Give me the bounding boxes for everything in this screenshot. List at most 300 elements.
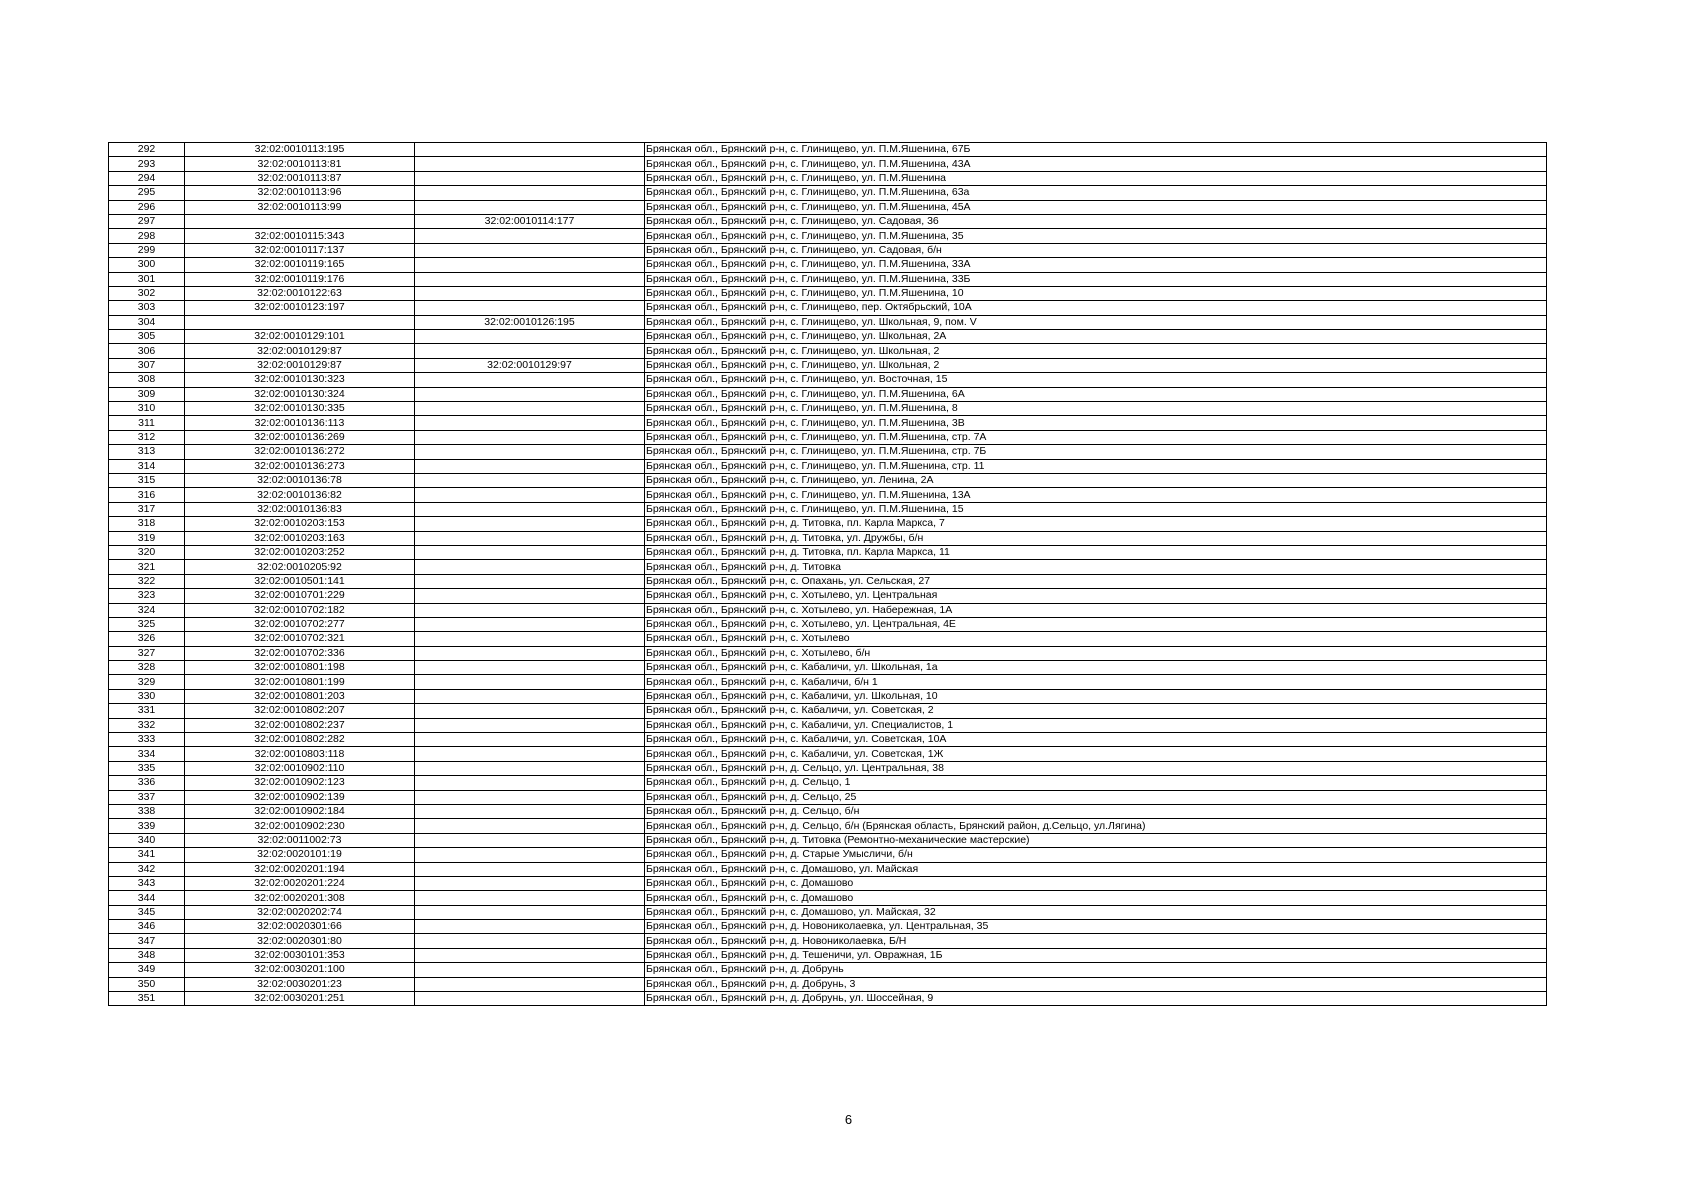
address-cell: Брянская обл., Брянский р-н, д. Сельцо, ул. Центральная, 38 (645, 761, 1547, 775)
cadastral-number-cell: 32:02:0010113:99 (185, 200, 415, 214)
secondary-cadastral-number-cell (415, 747, 645, 761)
address-cell: Брянская обл., Брянский р-н, с. Хотылево, ул. Центральная (645, 589, 1547, 603)
row-number-cell: 296 (109, 200, 185, 214)
table-row (109, 560, 1547, 574)
cadastral-number-cell: 32:02:0010136:83 (185, 502, 415, 516)
secondary-cadastral-number-cell (415, 733, 645, 747)
row-number-cell: 300 (109, 258, 185, 272)
cadastral-number-cell: 32:02:0010205:92 (185, 560, 415, 574)
address-cell: Брянская обл., Брянский р-н, с. Глинищево, ул. Школьная, 9, пом. V (645, 315, 1547, 329)
table-row (109, 358, 1547, 372)
table-row (109, 689, 1547, 703)
row-number-cell: 321 (109, 560, 185, 574)
secondary-cadastral-number-cell (415, 689, 645, 703)
table-row (109, 286, 1547, 300)
cadastral-number-cell: 32:02:0010113:81 (185, 157, 415, 171)
row-number-cell: 329 (109, 675, 185, 689)
address-cell: Брянская обл., Брянский р-н, с. Глинищево, ул. П.М.Яшенина, 13А (645, 488, 1547, 502)
row-number-cell: 339 (109, 819, 185, 833)
table-row (109, 459, 1547, 473)
row-number-cell: 311 (109, 416, 185, 430)
cadastral-number-cell: 32:02:0010702:277 (185, 617, 415, 631)
cadastral-number-cell: 32:02:0010136:272 (185, 445, 415, 459)
address-cell: Брянская обл., Брянский р-н, с. Кабаличи, ул. Советская, 1Ж (645, 747, 1547, 761)
cadastral-number-cell: 32:02:0020301:66 (185, 920, 415, 934)
cadastral-number-cell: 32:02:0010136:273 (185, 459, 415, 473)
cadastral-number-cell: 32:02:0010802:207 (185, 704, 415, 718)
address-cell: Брянская обл., Брянский р-н, д. Новониколаевка, Б/Н (645, 934, 1547, 948)
address-cell: Брянская обл., Брянский р-н, с. Глинищево, ул. П.М.Яшенина, 3В (645, 416, 1547, 430)
table-row (109, 545, 1547, 559)
address-cell: Брянская обл., Брянский р-н, с. Хотылево, б/н (645, 646, 1547, 660)
table-row (109, 589, 1547, 603)
table-row (109, 488, 1547, 502)
secondary-cadastral-number-cell (415, 258, 645, 272)
table-row (109, 171, 1547, 185)
row-number-cell: 334 (109, 747, 185, 761)
address-cell: Брянская обл., Брянский р-н, с. Глинищево, ул. Садовая, 36 (645, 214, 1547, 228)
table-row (109, 718, 1547, 732)
secondary-cadastral-number-cell (415, 920, 645, 934)
address-cell: Брянская обл., Брянский р-н, с. Глинищево, ул. Школьная, 2 (645, 344, 1547, 358)
cadastral-number-cell: 32:02:0010113:87 (185, 171, 415, 185)
cadastral-number-cell: 32:02:0030201:23 (185, 977, 415, 991)
address-cell: Брянская обл., Брянский р-н, д. Сельцо, б/н (Брянская область, Брянский район, д.Сельцо, ул.Лягина) (645, 819, 1547, 833)
address-cell: Брянская обл., Брянский р-н, с. Глинищево, ул. П.М.Яшенина, 67Б (645, 143, 1547, 157)
secondary-cadastral-number-cell (415, 545, 645, 559)
address-cell: Брянская обл., Брянский р-н, с. Домашово, ул. Майская, 32 (645, 905, 1547, 919)
table-row (109, 977, 1547, 991)
cadastral-number-cell: 32:02:0010702:182 (185, 603, 415, 617)
table-row (109, 315, 1547, 329)
secondary-cadastral-number-cell (415, 776, 645, 790)
row-number-cell: 295 (109, 186, 185, 200)
secondary-cadastral-number-cell (415, 473, 645, 487)
table-row (109, 143, 1547, 157)
table-row (109, 502, 1547, 516)
secondary-cadastral-number-cell (415, 589, 645, 603)
table-row (109, 186, 1547, 200)
table-row (109, 517, 1547, 531)
cadastral-number-cell: 32:02:0010801:199 (185, 675, 415, 689)
address-cell: Брянская обл., Брянский р-н, д. Титовка (Ремонтно-механические мастерские) (645, 833, 1547, 847)
cadastral-number-cell: 32:02:0011002:73 (185, 833, 415, 847)
table-row (109, 963, 1547, 977)
address-cell: Брянская обл., Брянский р-н, с. Глинищево, ул. П.М.Яшенина, 35 (645, 229, 1547, 243)
address-cell: Брянская обл., Брянский р-н, с. Кабаличи, б/н 1 (645, 675, 1547, 689)
cadastral-number-cell: 32:02:0010803:118 (185, 747, 415, 761)
cadastral-number-cell: 32:02:0010117:137 (185, 243, 415, 257)
row-number-cell: 294 (109, 171, 185, 185)
cadastral-number-cell: 32:02:0010136:269 (185, 430, 415, 444)
secondary-cadastral-number-cell (415, 977, 645, 991)
address-cell: Брянская обл., Брянский р-н, с. Хотылево, ул. Центральная, 4Е (645, 617, 1547, 631)
cadastral-number-cell: 32:02:0020101:19 (185, 848, 415, 862)
row-number-cell: 320 (109, 545, 185, 559)
row-number-cell: 304 (109, 315, 185, 329)
table-row (109, 373, 1547, 387)
cadastral-number-cell: 32:02:0010129:101 (185, 330, 415, 344)
table-row (109, 992, 1547, 1006)
secondary-cadastral-number-cell (415, 632, 645, 646)
row-number-cell: 342 (109, 862, 185, 876)
row-number-cell: 306 (109, 344, 185, 358)
table-row (109, 531, 1547, 545)
row-number-cell: 346 (109, 920, 185, 934)
cadastral-number-cell: 32:02:0010119:165 (185, 258, 415, 272)
table-row (109, 387, 1547, 401)
table-row (109, 804, 1547, 818)
secondary-cadastral-number-cell (415, 646, 645, 660)
secondary-cadastral-number-cell (415, 157, 645, 171)
address-cell: Брянская обл., Брянский р-н, с. Кабаличи, ул. Школьная, 10 (645, 689, 1547, 703)
address-cell: Брянская обл., Брянский р-н, с. Глинищево, ул. П.М.Яшенина, 43А (645, 157, 1547, 171)
address-cell: Брянская обл., Брянский р-н, д. Добрунь, ул. Шоссейная, 9 (645, 992, 1547, 1006)
cadastral-number-cell: 32:02:0010130:323 (185, 373, 415, 387)
table-row (109, 301, 1547, 315)
address-cell: Брянская обл., Брянский р-н, д. Добрунь, 3 (645, 977, 1547, 991)
row-number-cell: 316 (109, 488, 185, 502)
secondary-cadastral-number-cell (415, 229, 645, 243)
secondary-cadastral-number-cell (415, 876, 645, 890)
address-cell: Брянская обл., Брянский р-н, с. Глинищево, ул. П.М.Яшенина, 8 (645, 402, 1547, 416)
row-number-cell: 331 (109, 704, 185, 718)
row-number-cell: 347 (109, 934, 185, 948)
cadastral-number-cell: 32:02:0010130:335 (185, 402, 415, 416)
secondary-cadastral-number-cell (415, 416, 645, 430)
address-cell: Брянская обл., Брянский р-н, с. Глинищево, пер. Октябрьский, 10А (645, 301, 1547, 315)
row-number-cell: 326 (109, 632, 185, 646)
address-cell: Брянская обл., Брянский р-н, с. Глинищево, ул. Школьная, 2А (645, 330, 1547, 344)
address-cell: Брянская обл., Брянский р-н, с. Глинищево, ул. Восточная, 15 (645, 373, 1547, 387)
cadastral-number-cell: 32:02:0010802:237 (185, 718, 415, 732)
cadastral-number-cell: 32:02:0010136:113 (185, 416, 415, 430)
cadastral-number-cell: 32:02:0010203:153 (185, 517, 415, 531)
cadastral-number-cell: 32:02:0010119:176 (185, 272, 415, 286)
row-number-cell: 312 (109, 430, 185, 444)
cadastral-number-cell: 32:02:0010113:195 (185, 143, 415, 157)
secondary-cadastral-number-cell (415, 445, 645, 459)
secondary-cadastral-number-cell (415, 200, 645, 214)
secondary-cadastral-number-cell (415, 862, 645, 876)
address-cell: Брянская обл., Брянский р-н, д. Тешеничи, ул. Овражная, 1Б (645, 948, 1547, 962)
address-cell: Брянская обл., Брянский р-н, с. Глинищево, ул. П.М.Яшенина, стр. 11 (645, 459, 1547, 473)
address-cell: Брянская обл., Брянский р-н, с. Глинищево, ул. Садовая, б/н (645, 243, 1547, 257)
table-row (109, 661, 1547, 675)
secondary-cadastral-number-cell (415, 560, 645, 574)
address-cell: Брянская обл., Брянский р-н, с. Глинищево, ул. Ленина, 2А (645, 473, 1547, 487)
address-cell: Брянская обл., Брянский р-н, д. Титовка, пл. Карла Маркса, 7 (645, 517, 1547, 531)
table-row (109, 243, 1547, 257)
row-number-cell: 349 (109, 963, 185, 977)
address-cell: Брянская обл., Брянский р-н, с. Глинищево, ул. П.М.Яшенина (645, 171, 1547, 185)
table-row (109, 733, 1547, 747)
secondary-cadastral-number-cell (415, 517, 645, 531)
table-row (109, 200, 1547, 214)
cadastral-number-cell: 32:02:0010701:229 (185, 589, 415, 603)
address-cell: Брянская обл., Брянский р-н, с. Кабаличи, ул. Школьная, 1а (645, 661, 1547, 675)
secondary-cadastral-number-cell (415, 430, 645, 444)
cadastral-number-cell: 32:02:0010130:324 (185, 387, 415, 401)
table-row (109, 157, 1547, 171)
row-number-cell: 301 (109, 272, 185, 286)
cadastral-number-cell: 32:02:0010203:252 (185, 545, 415, 559)
row-number-cell: 332 (109, 718, 185, 732)
table-row (109, 747, 1547, 761)
address-cell: Брянская обл., Брянский р-н, с. Глинищево, ул. Школьная, 2 (645, 358, 1547, 372)
cadastral-number-cell: 32:02:0030201:100 (185, 963, 415, 977)
address-cell: Брянская обл., Брянский р-н, д. Сельцо, б/н (645, 804, 1547, 818)
cadastral-number-cell: 32:02:0010113:96 (185, 186, 415, 200)
table-row (109, 862, 1547, 876)
row-number-cell: 305 (109, 330, 185, 344)
address-cell: Брянская обл., Брянский р-н, с. Кабаличи, ул. Советская, 10А (645, 733, 1547, 747)
secondary-cadastral-number-cell (415, 603, 645, 617)
address-cell: Брянская обл., Брянский р-н, с. Домашово (645, 876, 1547, 890)
address-cell: Брянская обл., Брянский р-н, с. Глинищево, ул. П.М.Яшенина, 33А (645, 258, 1547, 272)
address-cell: Брянская обл., Брянский р-н, с. Глинищево, ул. П.М.Яшенина, 10 (645, 286, 1547, 300)
secondary-cadastral-number-cell (415, 804, 645, 818)
address-cell: Брянская обл., Брянский р-н, с. Опахань, ул. Сельская, 27 (645, 574, 1547, 588)
row-number-cell: 337 (109, 790, 185, 804)
row-number-cell: 292 (109, 143, 185, 157)
row-number-cell: 340 (109, 833, 185, 847)
secondary-cadastral-number-cell (415, 171, 645, 185)
secondary-cadastral-number-cell: 32:02:0010126:195 (415, 315, 645, 329)
cadastral-number-cell: 32:02:0010801:203 (185, 689, 415, 703)
secondary-cadastral-number-cell (415, 186, 645, 200)
address-cell: Брянская обл., Брянский р-н, д. Сельцо, 25 (645, 790, 1547, 804)
secondary-cadastral-number-cell (415, 848, 645, 862)
table-row (109, 272, 1547, 286)
secondary-cadastral-number-cell (415, 143, 645, 157)
row-number-cell: 345 (109, 905, 185, 919)
row-number-cell: 341 (109, 848, 185, 862)
secondary-cadastral-number-cell (415, 718, 645, 732)
row-number-cell: 343 (109, 876, 185, 890)
row-number-cell: 302 (109, 286, 185, 300)
secondary-cadastral-number-cell (415, 675, 645, 689)
secondary-cadastral-number-cell (415, 934, 645, 948)
cadastral-number-cell (185, 214, 415, 228)
row-number-cell: 318 (109, 517, 185, 531)
secondary-cadastral-number-cell (415, 330, 645, 344)
cadastral-number-cell: 32:02:0030101:353 (185, 948, 415, 962)
cadastral-number-cell: 32:02:0010501:141 (185, 574, 415, 588)
cadastral-number-cell (185, 315, 415, 329)
row-number-cell: 327 (109, 646, 185, 660)
address-cell: Брянская обл., Брянский р-н, с. Хотылево (645, 632, 1547, 646)
row-number-cell: 322 (109, 574, 185, 588)
table-row (109, 819, 1547, 833)
table-row (109, 934, 1547, 948)
address-cell: Брянская обл., Брянский р-н, д. Новониколаевка, ул. Центральная, 35 (645, 920, 1547, 934)
row-number-cell: 351 (109, 992, 185, 1006)
secondary-cadastral-number-cell (415, 459, 645, 473)
table-row (109, 776, 1547, 790)
table-row (109, 344, 1547, 358)
secondary-cadastral-number-cell (415, 661, 645, 675)
cadastral-number-cell: 32:02:0010115:343 (185, 229, 415, 243)
table-row (109, 675, 1547, 689)
address-cell: Брянская обл., Брянский р-н, с. Кабаличи, ул. Специалистов, 1 (645, 718, 1547, 732)
address-cell: Брянская обл., Брянский р-н, д. Титовка (645, 560, 1547, 574)
row-number-cell: 299 (109, 243, 185, 257)
row-number-cell: 344 (109, 891, 185, 905)
table-row (109, 891, 1547, 905)
row-number-cell: 307 (109, 358, 185, 372)
cadastral-number-cell: 32:02:0010122:63 (185, 286, 415, 300)
address-cell: Брянская обл., Брянский р-н, д. Старые Умысличи, б/н (645, 848, 1547, 862)
address-cell: Брянская обл., Брянский р-н, с. Хотылево, ул. Набережная, 1А (645, 603, 1547, 617)
cadastral-number-cell: 32:02:0010902:139 (185, 790, 415, 804)
address-cell: Брянская обл., Брянский р-н, с. Глинищево, ул. П.М.Яшенина, стр. 7Б (645, 445, 1547, 459)
property-table-body (109, 143, 1547, 1006)
secondary-cadastral-number-cell (415, 963, 645, 977)
secondary-cadastral-number-cell (415, 344, 645, 358)
cadastral-number-cell: 32:02:0010129:87 (185, 358, 415, 372)
address-cell: Брянская обл., Брянский р-н, с. Глинищево, ул. П.М.Яшенина, стр. 7А (645, 430, 1547, 444)
row-number-cell: 348 (109, 948, 185, 962)
row-number-cell: 323 (109, 589, 185, 603)
cadastral-number-cell: 32:02:0010902:184 (185, 804, 415, 818)
row-number-cell: 313 (109, 445, 185, 459)
address-cell: Брянская обл., Брянский р-н, с. Глинищево, ул. П.М.Яшенина, 33Б (645, 272, 1547, 286)
table-row (109, 430, 1547, 444)
address-cell: Брянская обл., Брянский р-н, д. Титовка, ул. Дружбы, б/н (645, 531, 1547, 545)
cadastral-number-cell: 32:02:0020201:308 (185, 891, 415, 905)
row-number-cell: 328 (109, 661, 185, 675)
secondary-cadastral-number-cell (415, 488, 645, 502)
address-cell: Брянская обл., Брянский р-н, д. Титовка, пл. Карла Маркса, 11 (645, 545, 1547, 559)
address-cell: Брянская обл., Брянский р-н, с. Глинищево, ул. П.М.Яшенина, 63а (645, 186, 1547, 200)
row-number-cell: 350 (109, 977, 185, 991)
secondary-cadastral-number-cell (415, 833, 645, 847)
table-row (109, 445, 1547, 459)
secondary-cadastral-number-cell: 32:02:0010129:97 (415, 358, 645, 372)
table-row (109, 416, 1547, 430)
secondary-cadastral-number-cell (415, 819, 645, 833)
row-number-cell: 325 (109, 617, 185, 631)
cadastral-number-cell: 32:02:0010702:336 (185, 646, 415, 660)
cadastral-number-cell: 32:02:0020201:194 (185, 862, 415, 876)
property-table (108, 142, 1547, 1006)
table-row (109, 617, 1547, 631)
row-number-cell: 308 (109, 373, 185, 387)
table-row (109, 761, 1547, 775)
table-row (109, 603, 1547, 617)
row-number-cell: 303 (109, 301, 185, 315)
address-cell: Брянская обл., Брянский р-н, с. Домашово (645, 891, 1547, 905)
table-row (109, 704, 1547, 718)
cadastral-number-cell: 32:02:0010902:110 (185, 761, 415, 775)
secondary-cadastral-number-cell (415, 502, 645, 516)
page-number: 6 (844, 1112, 853, 1127)
address-cell: Брянская обл., Брянский р-н, с. Домашово, ул. Майская (645, 862, 1547, 876)
table-row (109, 330, 1547, 344)
row-number-cell: 315 (109, 473, 185, 487)
secondary-cadastral-number-cell (415, 286, 645, 300)
table-row (109, 258, 1547, 272)
table-row (109, 790, 1547, 804)
secondary-cadastral-number-cell (415, 704, 645, 718)
row-number-cell: 317 (109, 502, 185, 516)
secondary-cadastral-number-cell (415, 243, 645, 257)
secondary-cadastral-number-cell (415, 402, 645, 416)
table-row (109, 473, 1547, 487)
cadastral-number-cell: 32:02:0010801:198 (185, 661, 415, 675)
secondary-cadastral-number-cell (415, 948, 645, 962)
secondary-cadastral-number-cell (415, 373, 645, 387)
row-number-cell: 293 (109, 157, 185, 171)
row-number-cell: 333 (109, 733, 185, 747)
row-number-cell: 314 (109, 459, 185, 473)
address-cell: Брянская обл., Брянский р-н, с. Глинищево, ул. П.М.Яшенина, 45А (645, 200, 1547, 214)
cadastral-number-cell: 32:02:0020301:80 (185, 934, 415, 948)
table-row (109, 574, 1547, 588)
row-number-cell: 324 (109, 603, 185, 617)
row-number-cell: 298 (109, 229, 185, 243)
cadastral-number-cell: 32:02:0010702:321 (185, 632, 415, 646)
table-row (109, 920, 1547, 934)
cadastral-number-cell: 32:02:0010203:163 (185, 531, 415, 545)
table-row (109, 905, 1547, 919)
cadastral-number-cell: 32:02:0010902:123 (185, 776, 415, 790)
secondary-cadastral-number-cell (415, 790, 645, 804)
row-number-cell: 309 (109, 387, 185, 401)
cadastral-number-cell: 32:02:0010136:78 (185, 473, 415, 487)
table-row (109, 632, 1547, 646)
table-row (109, 848, 1547, 862)
address-cell: Брянская обл., Брянский р-н, с. Глинищево, ул. П.М.Яшенина, 15 (645, 502, 1547, 516)
secondary-cadastral-number-cell (415, 301, 645, 315)
cadastral-number-cell: 32:02:0010902:230 (185, 819, 415, 833)
cadastral-number-cell: 32:02:0030201:251 (185, 992, 415, 1006)
table-row (109, 646, 1547, 660)
table-row (109, 833, 1547, 847)
row-number-cell: 310 (109, 402, 185, 416)
secondary-cadastral-number-cell (415, 617, 645, 631)
secondary-cadastral-number-cell (415, 905, 645, 919)
table-row (109, 402, 1547, 416)
table-row (109, 876, 1547, 890)
table-row (109, 948, 1547, 962)
cadastral-number-cell: 32:02:0020201:224 (185, 876, 415, 890)
secondary-cadastral-number-cell (415, 387, 645, 401)
secondary-cadastral-number-cell: 32:02:0010114:177 (415, 214, 645, 228)
row-number-cell: 297 (109, 214, 185, 228)
cadastral-number-cell: 32:02:0020202:74 (185, 905, 415, 919)
secondary-cadastral-number-cell (415, 891, 645, 905)
row-number-cell: 336 (109, 776, 185, 790)
cadastral-number-cell: 32:02:0010123:197 (185, 301, 415, 315)
address-cell: Брянская обл., Брянский р-н, с. Кабаличи, ул. Советская, 2 (645, 704, 1547, 718)
secondary-cadastral-number-cell (415, 531, 645, 545)
secondary-cadastral-number-cell (415, 574, 645, 588)
secondary-cadastral-number-cell (415, 272, 645, 286)
secondary-cadastral-number-cell (415, 992, 645, 1006)
cadastral-number-cell: 32:02:0010802:282 (185, 733, 415, 747)
row-number-cell: 338 (109, 804, 185, 818)
table-row (109, 229, 1547, 243)
cadastral-number-cell: 32:02:0010129:87 (185, 344, 415, 358)
address-cell: Брянская обл., Брянский р-н, д. Добрунь (645, 963, 1547, 977)
secondary-cadastral-number-cell (415, 761, 645, 775)
row-number-cell: 335 (109, 761, 185, 775)
row-number-cell: 330 (109, 689, 185, 703)
table-row (109, 214, 1547, 228)
address-cell: Брянская обл., Брянский р-н, с. Глинищево, ул. П.М.Яшенина, 6А (645, 387, 1547, 401)
